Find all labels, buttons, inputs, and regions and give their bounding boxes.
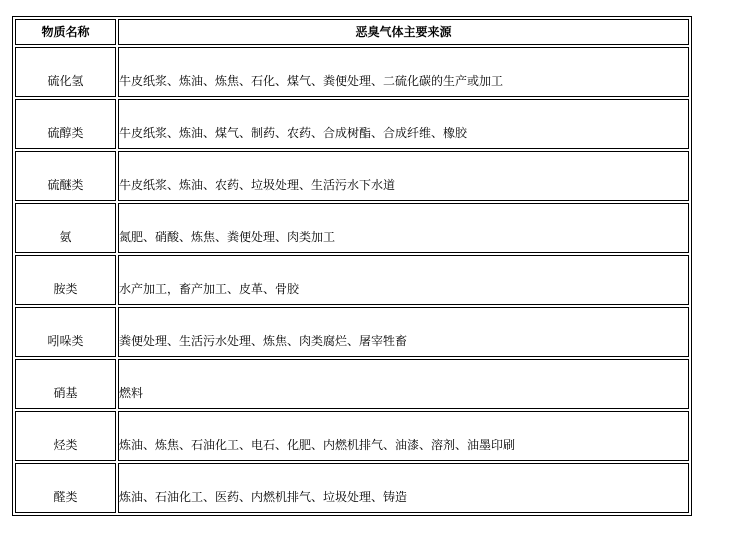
substance-name-cell: 氨	[15, 203, 116, 253]
substance-name-cell: 硝基	[15, 359, 116, 409]
substance-name-cell: 醛类	[15, 463, 116, 513]
table-row	[15, 47, 689, 97]
source-cell: 粪便处理、生活污水处理、炼焦、肉类腐烂、屠宰牲畜	[118, 307, 689, 357]
source-cell: 炼油、石油化工、医药、内燃机排气、垃圾处理、铸造	[118, 463, 689, 513]
table-row	[15, 359, 689, 409]
source-cell: 燃料	[118, 359, 689, 409]
substance-name-cell: 吲哚类	[15, 307, 116, 357]
substance-name-cell: 胺类	[15, 255, 116, 305]
odor-source-table-frame	[12, 16, 692, 516]
source-cell: 氮肥、硝酸、炼焦、粪便处理、肉类加工	[118, 203, 689, 253]
header-main-sources: 恶臭气体主要来源	[118, 19, 689, 45]
substance-name-cell: 烃类	[15, 411, 116, 461]
table-row	[15, 307, 689, 357]
source-cell: 牛皮纸浆、炼油、炼焦、石化、煤气、粪便处理、二硫化碳的生产或加工	[118, 47, 689, 97]
table-row	[15, 463, 689, 513]
header-substance-name: 物质名称	[15, 19, 116, 45]
source-cell: 牛皮纸浆、炼油、煤气、制药、农药、合成树酯、合成纤维、橡胶	[118, 99, 689, 149]
table-row	[15, 151, 689, 201]
table-header-row	[15, 19, 689, 45]
table-row	[15, 99, 689, 149]
source-cell: 牛皮纸浆、炼油、农药、垃圾处理、生活污水下水道	[118, 151, 689, 201]
substance-name-cell: 硫醚类	[15, 151, 116, 201]
source-cell: 炼油、炼焦、石油化工、电石、化肥、内燃机排气、油漆、溶剂、油墨印刷	[118, 411, 689, 461]
table-row	[15, 411, 689, 461]
substance-name-cell: 硫化氢	[15, 47, 116, 97]
source-cell: 水产加工，畜产加工、皮革、骨胶	[118, 255, 689, 305]
substance-name-cell: 硫醇类	[15, 99, 116, 149]
table-row	[15, 255, 689, 305]
odor-source-table	[13, 17, 691, 515]
table-row	[15, 203, 689, 253]
